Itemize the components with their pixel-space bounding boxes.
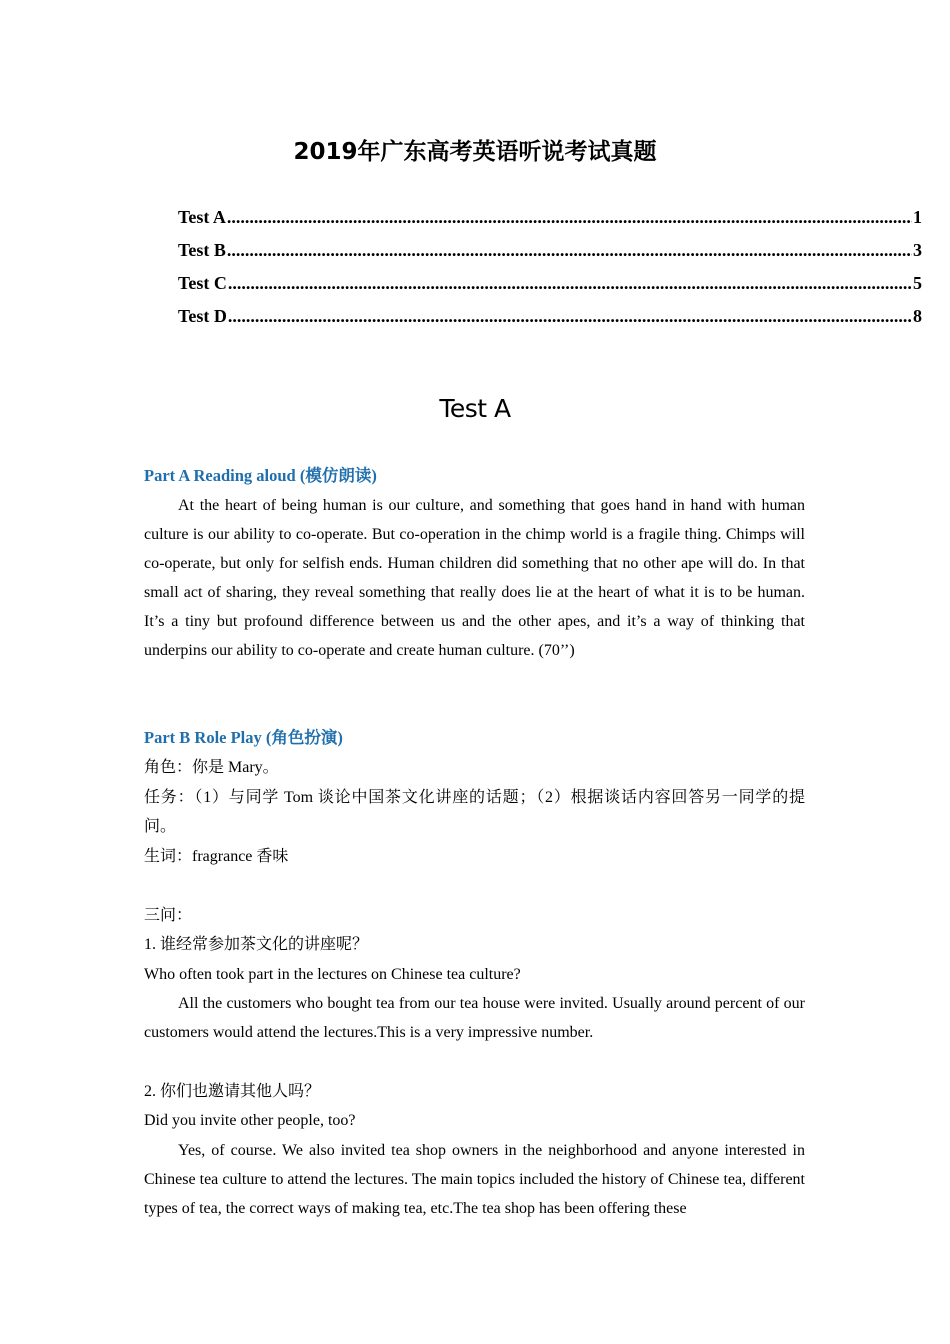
part-b-heading: Part B Role Play (角色扮演) xyxy=(144,728,343,747)
toc-entry-page: 5 xyxy=(913,273,922,293)
document-title: 2019年广东高考英语听说考试真题 xyxy=(293,139,657,165)
spacer xyxy=(144,871,805,901)
toc-entry-test-d[interactable] xyxy=(178,306,922,339)
task-line: 任务：（1）与同学 Tom 谈论中国茶文化讲座的话题；（2）根据谈话内容回答另一同学的提问。 xyxy=(144,788,805,835)
question-2-chinese: 2. 你们也邀请其他人吗？ xyxy=(144,1082,321,1100)
toc-entry-test-c[interactable] xyxy=(178,273,922,306)
part-a-section xyxy=(144,461,805,665)
toc-leader-dots xyxy=(228,306,912,327)
question-1-answer: All the customers who bought tea from our tea house were invited. Usually around percent of our customers would attend the lectures.This is a very impressive number. xyxy=(144,995,805,1041)
toc-leader-dots xyxy=(227,207,912,228)
toc-entry-test-a[interactable] xyxy=(178,207,922,240)
toc-entry-page: 3 xyxy=(913,240,922,260)
table-of-contents xyxy=(178,207,922,339)
question-1-english: Who often took part in the lectures on Chinese tea culture? xyxy=(144,965,521,983)
section-title-test-a: Test A xyxy=(439,394,511,423)
part-a-passage: At the heart of being human is our culture, and something that goes hand in hand with human culture is our ability to co-operate. But co-operation in the chimp world is a fragile thing. Chimps will co-operate, but only for selfish ends. Human children did something that no other ape will do. In that small act of sharing, they reveal something that really does lie at the heart of what it is to be human. It’s a tiny but profound difference between us and the other apes, and it’s a way of thinking that underpins our ability to co-operate and create human culture. (70’’) xyxy=(144,497,805,659)
toc-entry-test-b[interactable] xyxy=(178,240,922,273)
role-line: 角色：你是 Mary。 xyxy=(144,759,279,776)
three-questions-label: 三问： xyxy=(144,906,193,924)
spacer xyxy=(144,1047,805,1077)
toc-entry-label: Test B xyxy=(178,240,226,260)
question-1-chinese: 1. 谁经常参加茶文化的讲座呢？ xyxy=(144,936,369,953)
question-2-english: Did you invite other people, too? xyxy=(144,1112,356,1129)
question-2-answer: Yes, of course. We also invited tea shop owners in the neighborhood and anyone interested in Chinese tea culture to attend the lectures. The main topics included the history of Chinese tea, different types of tea, the correct ways of making tea, etc.The tea shop has been offering these xyxy=(144,1141,805,1217)
part-b-section xyxy=(144,723,805,1223)
toc-entry-label: Test A xyxy=(178,207,226,227)
toc-leader-dots xyxy=(227,240,912,261)
part-a-heading: Part A Reading aloud (模仿朗读) xyxy=(144,466,377,485)
toc-entry-label: Test C xyxy=(178,273,227,293)
toc-leader-dots xyxy=(228,273,912,294)
vocab-line: 生词：fragrance 香味 xyxy=(144,847,289,865)
toc-entry-page: 1 xyxy=(913,207,922,227)
toc-entry-page: 8 xyxy=(913,306,922,326)
toc-entry-label: Test D xyxy=(178,306,227,326)
